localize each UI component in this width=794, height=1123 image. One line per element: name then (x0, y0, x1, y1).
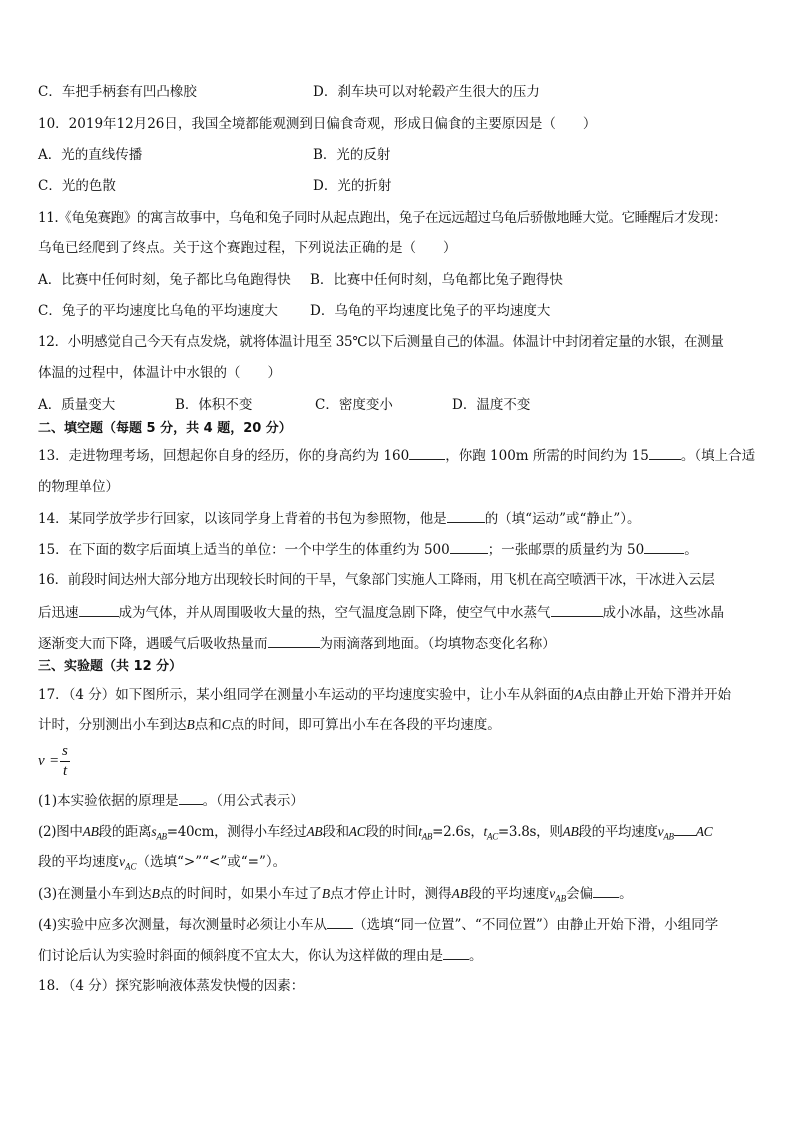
option-c-q11: C．兔子的平均速度比乌龟的平均速度大 (38, 303, 278, 319)
option-a-q11: A．比赛中任何时刻，兔子都比乌龟跑得快 (38, 272, 291, 288)
option-d-q10: D．光的折射 (313, 178, 392, 194)
question-16-line-3: 逐渐变大而下降，遇暖气后吸收热量而 为雨滴落到地面。（均填物态变化名称） (38, 636, 556, 652)
answer-blank (450, 540, 488, 554)
option-d-q11: D．乌龟的平均速度比兔子的平均速度大 (310, 303, 551, 319)
question-17-line-2: 计时，分别测出小车到达B点和C点的时间，即可算出小车在各段的平均速度。 (38, 717, 501, 733)
option-d-q9: D．刹车块可以对轮毂产生很大的压力 (313, 84, 540, 100)
answer-blank (593, 884, 619, 898)
question-12-line-1: 12．小明感觉自己今天有点发烧，就将体温计甩至 35℃以下后测量自己的体温。体温计中封闭着定量的水银，在测量 (38, 334, 724, 350)
answer-blank (674, 822, 696, 836)
section-heading-experiment: 三、实验题（共 12 分） (38, 659, 183, 674)
option-a-q12: A．质量变大 (38, 397, 116, 413)
part-2-line-1: (2)图中AB段的距离$s_{AB}=40cm$，测得小车经过AB段和AC段的时间$t_{AB}=2.6s$，$t_{AC}=3.8s$，则AB段的平均速度$v_{AB}$ AC (38, 824, 713, 842)
option-d-q12: D．温度不变 (452, 397, 531, 413)
answer-blank (409, 446, 445, 460)
answer-blank (551, 603, 603, 617)
question-13-line-2: 的物理单位） (38, 479, 119, 495)
answer-blank (79, 603, 119, 617)
question-15: 15．在下面的数字后面填上适当的单位：一个中学生的体重约为 500 ；一张邮票的质量约为 50 。 (38, 542, 698, 558)
option-a-q10: A．光的直线传播 (38, 147, 143, 163)
question-11-line-2: 乌龟已经爬到了终点。关于这个赛跑过程，下列说法正确的是（ ） (38, 240, 457, 256)
part-3: (3)在测量小车到达B点的时间时，如果小车过了B点才停止计时，测得AB段的平均速度$v_{AB}$会偏 。 (38, 886, 633, 904)
option-c-q12: C．密度变小 (315, 397, 393, 413)
question-18: 18．（4 分）探究影响液体蒸发快慢的因素： (38, 978, 305, 994)
part-2-line-2: 段的平均速度$v_{AC}$（选填“>”“<”或“=”）。 (38, 854, 287, 872)
option-b-q12: B．体积不变 (175, 397, 253, 413)
part-1: (1)本实验依据的原理是 。（用公式表示） (38, 793, 304, 809)
option-b-q11: B．比赛中任何时刻，乌龟都比兔子跑得快 (310, 272, 563, 288)
option-b-q10: B．光的反射 (313, 147, 391, 163)
question-17-line-1: 17．（4 分）如下图所示，某小组同学在测量小车运动的平均速度实验中，让小车从斜面的A点由静止开始下滑并开始 (38, 687, 732, 703)
answer-blank (447, 509, 485, 523)
question-16-line-1: 16．前段时间达州大部分地方出现较长时间的干旱，气象部门实施人工降雨，用飞机在高空喷洒干冰，干冰进入云层 (38, 572, 715, 588)
question-13-line-1: 13．走进物理考场，回想起你自身的经历，你的身高约为 160 ，你跑 100m 所需的时间约为 15 。（填上合适 (38, 448, 756, 464)
part-4-line-2: 们讨论后认为实验时斜面的倾斜度不宜太大，你认为这样做的理由是 。 (38, 948, 483, 964)
answer-blank (649, 446, 681, 460)
section-heading-fill-in: 二、填空题（每题 5 分，共 4 题，20 分） (38, 421, 292, 436)
fraction-bar (60, 761, 70, 762)
answer-blank (443, 946, 469, 960)
question-14: 14．某同学放学步行回家，以该同学身上背着的书包为参照物，他是 的（填“运动”或“静止”）。 (38, 511, 641, 527)
question-10: 10．2019年12月26日，我国全境都能观测到日偏食奇观，形成日偏食的主要原因是（ ） (38, 116, 597, 132)
option-c-q9: C．车把手柄套有凹凸橡胶 (38, 84, 197, 100)
answer-blank (327, 915, 353, 929)
answer-blank (179, 791, 203, 805)
option-c-q10: C．光的色散 (38, 178, 116, 194)
part-4-line-1: (4)实验中应多次测量，每次测量时必须让小车从 （选填“同一位置”、“不同位置”）由静止开始下滑，小组同学 (38, 917, 719, 933)
answer-blank (268, 634, 320, 648)
question-16-line-2: 后迅速 成为气体，并从周围吸收大量的热，空气温度急剧下降，使空气中水蒸气 成小冰晶，这些冰晶 (38, 605, 724, 621)
question-11-line-1: 11.《龟兔赛跑》的寓言故事中，乌龟和兔子同时从起点跑出，兔子在远远超过乌龟后骄傲地睡大觉。它睡醒后才发现： (38, 210, 727, 226)
answer-blank (644, 540, 684, 554)
question-12-line-2: 体温的过程中，体温计中水银的（ ） (38, 365, 281, 381)
